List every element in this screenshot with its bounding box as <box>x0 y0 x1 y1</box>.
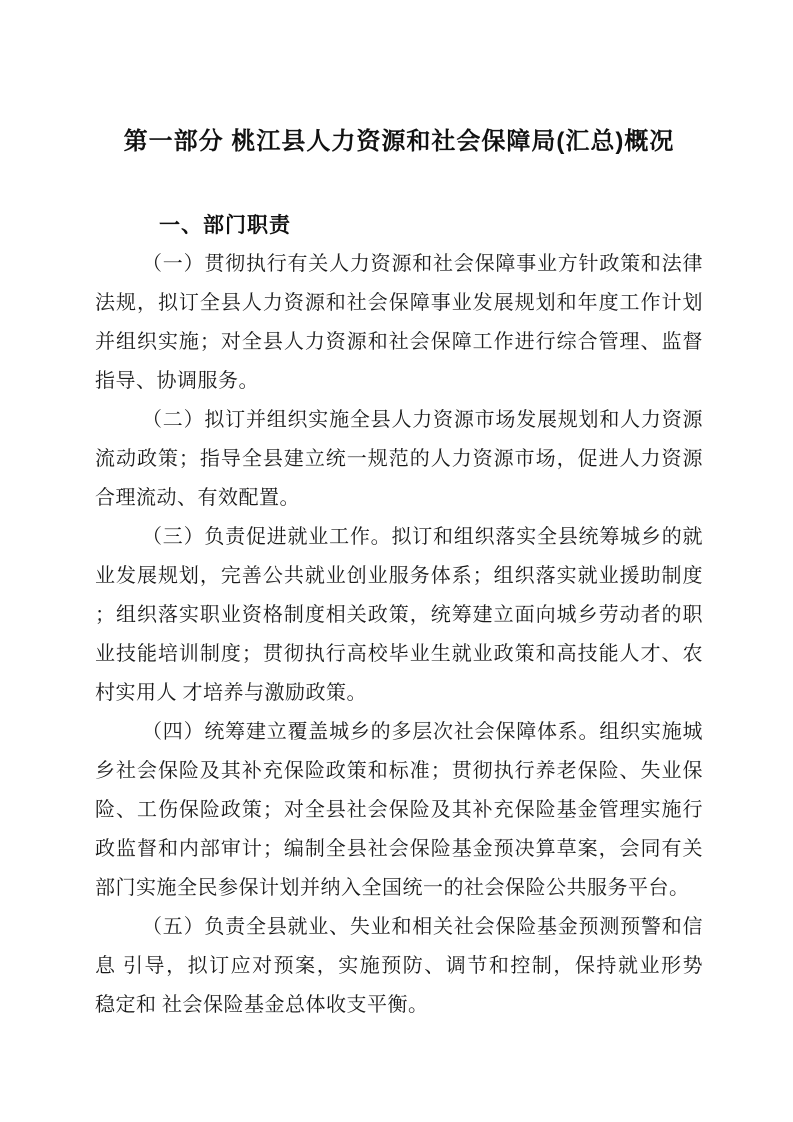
paragraph-line: 乡社会保险及其补充保险政策和标准；贯彻执行养老保险、失业保 <box>95 760 703 782</box>
section-heading-duties: 一、部门职责 <box>159 214 291 237</box>
paragraph-5 <box>95 908 703 1025</box>
paragraph-line: （一）贯彻执行有关人力资源和社会保障事业方针政策和法律 <box>142 253 703 275</box>
paragraph-line: 险、工伤保险政策；对全县社会保险及其补充保险基金管理实施行 <box>95 799 703 821</box>
paragraph-line: 流动政策；指导全县建立统一规范的人力资源市场，促进人力资源 <box>95 448 703 470</box>
paragraph-line: 法规，拟订全县人力资源和社会保障事业发展规划和年度工作计划 <box>95 292 703 314</box>
paragraph-line: 部门实施全民参保计划并纳入全国统一的社会保险公共服务平台。 <box>95 877 690 899</box>
paragraph-line: ；组织落实职业资格制度相关政策，统筹建立面向城乡劳动者的职 <box>95 604 703 626</box>
paragraph-2 <box>95 401 703 518</box>
paragraph-line: 政监督和内部审计；编制全县社会保险基金预决算草案，会同有关 <box>95 838 703 860</box>
document-title: 第一部分 桃江县人力资源和社会保障局(汇总)概况 <box>123 128 675 155</box>
paragraph-line: （五）负责全县就业、失业和相关社会保险基金预测预警和信 <box>142 916 703 938</box>
paragraph-line: （二）拟订并组织实施全县人力资源市场发展规划和人力资源 <box>142 409 703 431</box>
paragraph-line: 业发展规划，完善公共就业创业服务体系；组织落实就业援助制度 <box>95 565 703 587</box>
paragraph-line: 稳定和 社会保险基金总体收支平衡。 <box>95 994 429 1016</box>
paragraph-line: 村实用人 才培养与激励政策。 <box>95 682 367 704</box>
paragraph-1 <box>95 245 703 401</box>
paragraph-line: 合理流动、有效配置。 <box>95 487 300 509</box>
paragraph-4 <box>95 713 703 908</box>
paragraph-line: （四）统筹建立覆盖城乡的多层次社会保障体系。组织实施城 <box>142 721 703 743</box>
page-content <box>0 124 793 1025</box>
paragraphs-container <box>95 245 703 1025</box>
paragraph-line: 业技能培训制度；贯彻执行高校毕业生就业政策和高技能人才、农 <box>95 643 703 665</box>
paragraph-3 <box>95 518 703 713</box>
paragraph-line: 并组织实施；对全县人力资源和社会保障工作进行综合管理、监督 <box>95 331 703 353</box>
paragraph-line: 息 引导，拟订应对预案，实施预防、调节和控制，保持就业形势 <box>95 955 703 977</box>
paragraph-line: 指导、协调服务。 <box>95 370 259 392</box>
paragraph-line: （三）负责促进就业工作。拟订和组织落实全县统筹城乡的就 <box>142 526 703 548</box>
